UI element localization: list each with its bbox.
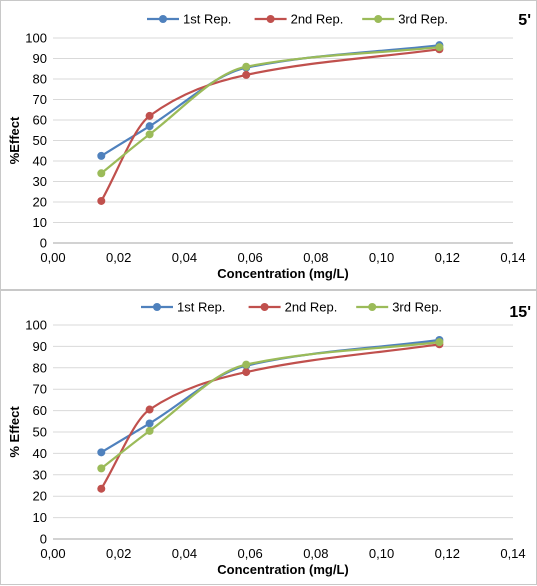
y-tick-label: 20: [32, 194, 47, 210]
legend-marker: [153, 303, 161, 311]
x-tick-label: 0,02: [106, 546, 132, 561]
y-tick-label: 10: [32, 215, 47, 230]
y-tick-label: 40: [32, 445, 47, 461]
data-point: [242, 71, 250, 79]
series-line: [101, 340, 439, 452]
y-tick-label: 50: [32, 424, 47, 440]
chart-panel-15min: [0, 290, 537, 585]
x-tick-label: 0,06: [237, 250, 263, 265]
y-tick-label: 60: [32, 112, 47, 128]
x-tick-label: 0,02: [106, 250, 132, 265]
y-tick-label: 50: [32, 133, 47, 148]
y-tick-label: 90: [32, 338, 47, 354]
x-tick-label: 0,12: [434, 546, 460, 561]
y-tick-label: 30: [32, 467, 47, 483]
y-tick-label: 80: [32, 71, 47, 87]
data-point: [242, 361, 250, 369]
data-point: [146, 122, 154, 130]
legend-marker: [368, 303, 376, 311]
x-tick-label: 0,14: [500, 250, 526, 265]
x-tick-label: 0,00: [40, 250, 66, 265]
x-tick-label: 0,00: [40, 546, 66, 561]
x-axis-title: Concentration (mg/L): [217, 562, 349, 577]
x-tick-label: 0,04: [171, 250, 198, 265]
x-tick-label: 0,04: [171, 546, 198, 561]
y-axis-title: %Effect: [7, 116, 22, 165]
legend-marker: [374, 15, 382, 23]
data-point: [146, 130, 154, 138]
y-tick-label: 30: [32, 174, 47, 189]
data-point: [435, 43, 443, 51]
y-tick-label: 90: [32, 51, 47, 66]
legend-label: 3rd Rep.: [398, 11, 449, 27]
legend-marker: [261, 303, 269, 311]
data-point: [97, 197, 105, 205]
legend-label: 3rd Rep.: [392, 299, 443, 315]
x-tick-label: 0,14: [500, 546, 526, 561]
data-point: [435, 338, 443, 346]
x-tick-label: 0,08: [303, 250, 329, 265]
data-point: [242, 63, 250, 71]
legend-label: 1st Rep.: [177, 299, 226, 315]
data-point: [97, 152, 105, 160]
y-tick-label: 60: [32, 403, 47, 419]
data-point: [146, 419, 154, 427]
x-tick-label: 0,06: [237, 546, 263, 561]
data-point: [97, 485, 105, 493]
panel-label: 15': [509, 304, 531, 321]
legend-label: 2nd Rep.: [290, 11, 344, 27]
legend-marker: [159, 15, 167, 23]
data-point: [97, 448, 105, 456]
y-tick-label: 40: [32, 153, 47, 169]
series-line: [101, 342, 439, 468]
series-line: [101, 344, 439, 488]
y-tick-label: 0: [39, 235, 47, 251]
panel-label: 5': [518, 12, 531, 29]
x-tick-label: 0,08: [303, 546, 329, 561]
data-point: [97, 169, 105, 177]
chart-15min: [1, 291, 537, 586]
data-point: [242, 368, 250, 376]
x-tick-label: 0,12: [434, 250, 460, 265]
x-axis-title: Concentration (mg/L): [217, 266, 349, 281]
y-tick-label: 100: [25, 317, 47, 333]
x-tick-label: 0,10: [368, 250, 395, 265]
data-point: [146, 406, 154, 414]
data-point: [97, 464, 105, 472]
y-tick-label: 70: [32, 381, 47, 397]
legend-marker: [267, 15, 275, 23]
x-tick-label: 0,10: [368, 546, 395, 561]
y-tick-label: 10: [32, 510, 47, 526]
y-axis-title: % Effect: [7, 406, 22, 458]
data-point: [146, 427, 154, 435]
y-tick-label: 80: [32, 360, 47, 376]
y-tick-label: 0: [39, 531, 47, 547]
y-tick-label: 100: [25, 30, 47, 46]
data-point: [146, 112, 154, 120]
legend-label: 2nd Rep.: [284, 299, 338, 315]
chart-5min: [1, 1, 537, 291]
y-tick-label: 70: [32, 92, 47, 107]
chart-panel-5min: [0, 0, 537, 290]
series-line: [101, 47, 439, 173]
legend-label: 1st Rep.: [183, 11, 232, 27]
y-tick-label: 20: [32, 488, 47, 504]
